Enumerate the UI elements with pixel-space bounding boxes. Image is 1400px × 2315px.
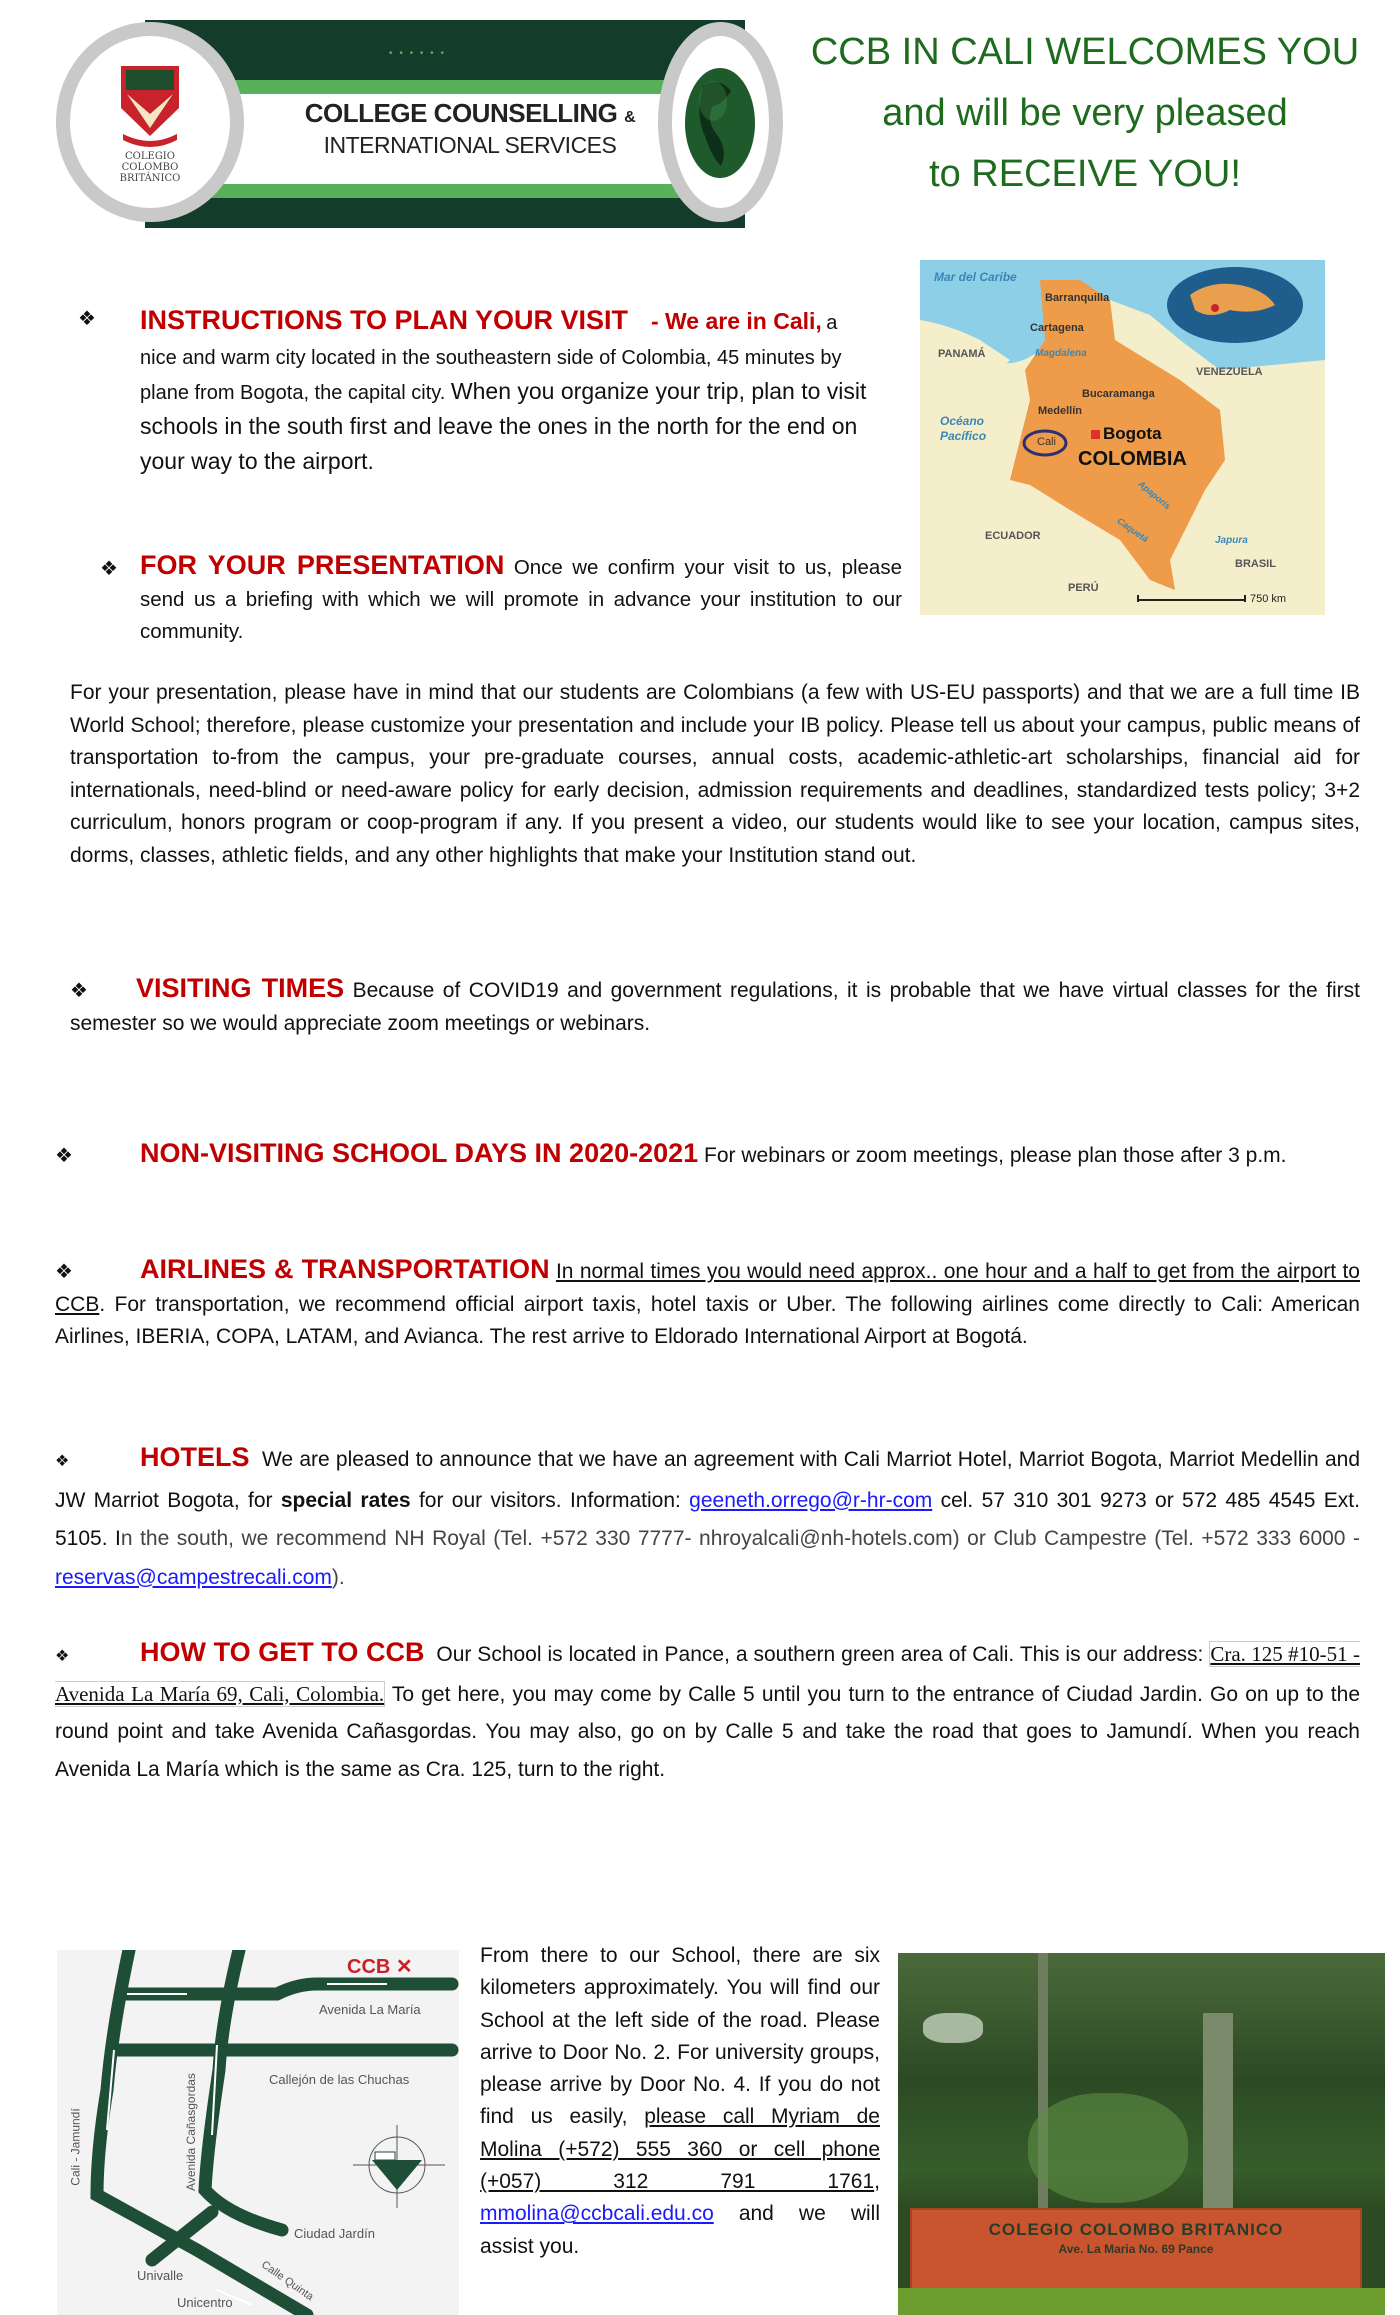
- campestre-email-link[interactable]: reservas@campestrecali.com: [55, 1565, 332, 1589]
- presentation-section: [140, 549, 902, 648]
- globe-icon: [683, 66, 758, 181]
- hotels-heading: HOTELS: [140, 1442, 250, 1472]
- school-sign: COLEGIO COLOMBO BRITANICO Ave. La Maria No. 69 Pance: [910, 2208, 1362, 2292]
- colombia-map: Mar del Caribe Océano Pacífico PANAMÁ VENEZUELA ECUADOR PERÚ BRASIL Barranquilla Cartagena Medellín Bucaramanga Cali Bogota COLOMBIA Magdalena Apaporis Caquetá Japura 750 km: [920, 260, 1325, 615]
- airlines-text: . For transportation, we recommend official airport taxis, hotel taxis or Uber. The following airlines come directly to Cali: American Airlines, IBERIA, COPA, LATAM, and Avianca. The rest arrive to Eldorado International Airport at Bogotá.: [55, 1292, 1360, 1348]
- banner-title-line1: COLLEGE COUNSELLING &: [304, 98, 636, 128]
- school-crest-icon: [119, 64, 181, 148]
- school-address: Cra. 125 #10-51 - Avenida La María 69, Cali, Colombia.: [55, 1642, 1360, 1706]
- non-visiting-text: For webinars or zoom meetings, please plan those after 3 p.m.: [704, 1144, 1287, 1167]
- hotel-email-link[interactable]: geeneth.orrego@r-hr-com: [689, 1488, 933, 1512]
- hotels-bullet-icon: ❖: [55, 1453, 70, 1470]
- airlines-underlined-text: In normal times you would need approx.. one hour and a half to get from the airport to CCB: [55, 1260, 1360, 1316]
- ccb-destination-label: CCB ✕: [347, 1956, 413, 1978]
- destination-x-icon: ✕: [395, 1956, 413, 1978]
- mmolina-email-link[interactable]: mmolina@ccbcali.edu.co: [480, 2202, 714, 2226]
- instructions-bullet-icon: ❖: [78, 308, 96, 330]
- banner-dots: • • • • • •: [389, 48, 446, 59]
- visiting-times-heading: VISITING TIMES: [136, 973, 345, 1003]
- college-counselling-banner: [50, 20, 785, 228]
- airlines-heading: AIRLINES & TRANSPORTATION: [140, 1254, 550, 1284]
- how-to-get-section: ❖ HOW TO GET TO CCB Our School is located in Pance, a southern green area of Cali. This is our address: Cra. 125 #10-51 - Avenida La María 69, Cali, Colombia. To get here, you may come by Calle 5 until you turn to the entrance of Ciudad Jardin. Go on up to the round point and take Avenida Cañasgordas. You may also, go on by Calle 5 and take the road that goes to Jamundí. When you reach Avenida La María which is the same as Cra. 125, turn to the right.: [55, 1637, 1360, 1781]
- non-visiting-heading: NON-VISITING SCHOOL DAYS IN 2020-2021: [140, 1138, 699, 1168]
- welcome-message: [785, 22, 1385, 205]
- non-visiting-bullet-icon: ❖: [55, 1145, 73, 1167]
- banner-light-band-bottom: [145, 184, 745, 198]
- airlines-bullet-icon: ❖: [55, 1261, 73, 1283]
- directions-text: From there to our School, there are six kilometers approximately. You will find our School at the left side of the road. Please arrive to Door No. 2. For university groups, please arrive by Door No. 4. If you do not find us easily, please call Myriam de Molina (+572) 555 360 or cell phone (+057) 312 791 1761, mmolina@ccbcali.edu.co and we will assist you.: [480, 1944, 880, 2258]
- how-to-get-bullet-icon: ❖: [55, 1648, 70, 1665]
- instructions-text: nice and warm city located in the southeastern side of Colombia, 45 minutes by plane from Bogota, the capital city. When you organize your trip, plan to visit schools in the south first and leave the ones in the north for the end on your way to the airport.: [140, 347, 867, 474]
- globe-circle: [658, 22, 783, 222]
- instructions-heading: INSTRUCTIONS TO PLAN YOUR VISIT: [140, 305, 629, 335]
- instructions-section: INSTRUCTIONS TO PLAN YOUR VISIT - We are in Cali, a nice and warm city located in the southeastern side of Colombia, 45 minutes by plane from Bogota, the capital city. When you organize your trip, plan to visit schools in the south first and leave the ones in the north for the end on your way to the airport.: [140, 302, 892, 479]
- welcome-line-3: to RECEIVE YOU!: [929, 153, 1241, 195]
- school-crest-circle: [56, 22, 244, 222]
- school-name: COLEGIO COLOMBO BRITÁNICO: [119, 151, 181, 184]
- hotels-section: ❖ HOTELS We are pleased to announce that we have an agreement with Cali Marriot Hotel, Marriot Bogota, Marriot Medellin and JW Marriot Bogota, for special rates for our visitors. Information: geeneth.orrego@r-hr-com cel. 57 310 301 9273 or 572 485 4545 Ext. 5105. In the south, we recommend NH Royal (Tel. +572 330 7777- nhroyalcali@nh-hotels.com) or Club Campestre (Tel. +572 333 6000 - reservas@campestrecali.com).: [55, 1442, 1361, 1589]
- how-to-get-heading: HOW TO GET TO CCB: [140, 1637, 425, 1667]
- presentation-heading: FOR YOUR PRESENTATION: [140, 550, 505, 580]
- instructions-subheading: - We are in Cali,: [650, 308, 822, 334]
- welcome-line-1: CCB IN CALI WELCOMES YOU: [810, 31, 1360, 73]
- contact-phone: please call Myriam de Molina (+572) 555 360 or cell phone (+057) 312 791 1761: [480, 2105, 880, 2194]
- non-visiting-days-section: [55, 1137, 1360, 1173]
- special-rates-text: special rates: [280, 1488, 411, 1512]
- visiting-times-bullet-icon: ❖: [70, 980, 88, 1002]
- road-map: CCB ✕ Avenida La María Callejón de las Chuchas Cali - Jamundí Avenida Cañasgordas Ciudad Jardín Univalle Calle Quinta Unicentro: [57, 1950, 459, 2315]
- school-entrance-photo: [898, 1953, 1385, 2315]
- banner-title-line2: INTERNATIONAL SERVICES: [323, 132, 617, 158]
- banner-dark-band-bottom: [145, 198, 745, 228]
- visiting-times-section: [70, 972, 1360, 1040]
- visiting-times-text: Because of COVID19 and government regulations, it is probable that we have virtual classes for the first semester so we would appreciate zoom meetings or webinars.: [70, 979, 1360, 1035]
- presentation-intro-text: Once we confirm your visit to us, please send us a briefing with which we will promote in advance your institution to our community.: [140, 556, 902, 643]
- welcome-line-2: and will be very pleased: [882, 92, 1288, 134]
- presentation-bullet-icon: ❖: [100, 558, 118, 580]
- airlines-section: [55, 1253, 1360, 1354]
- presentation-paragraph: For your presentation, please have in mind that our students are Colombians (a few with US-EU passports) and that we are a full time IB World School; therefore, please customize your presentation and include your IB policy. Please tell us about your campus, public means of transportation to-from the campus, your pre-graduate courses, annual costs, academic-athletic-art scholarships, financial aid for internationals, need-blind or need-aware policy for early decision, admission requirements and deadlines, standardized tests policy; 3+2 curriculum, honors program or coop-program if any. If you present a video, our students would like to see your location, campus sites, dorms, classes, athletic fields, and any other highlights that make your Institution stand out.: [70, 681, 1360, 867]
